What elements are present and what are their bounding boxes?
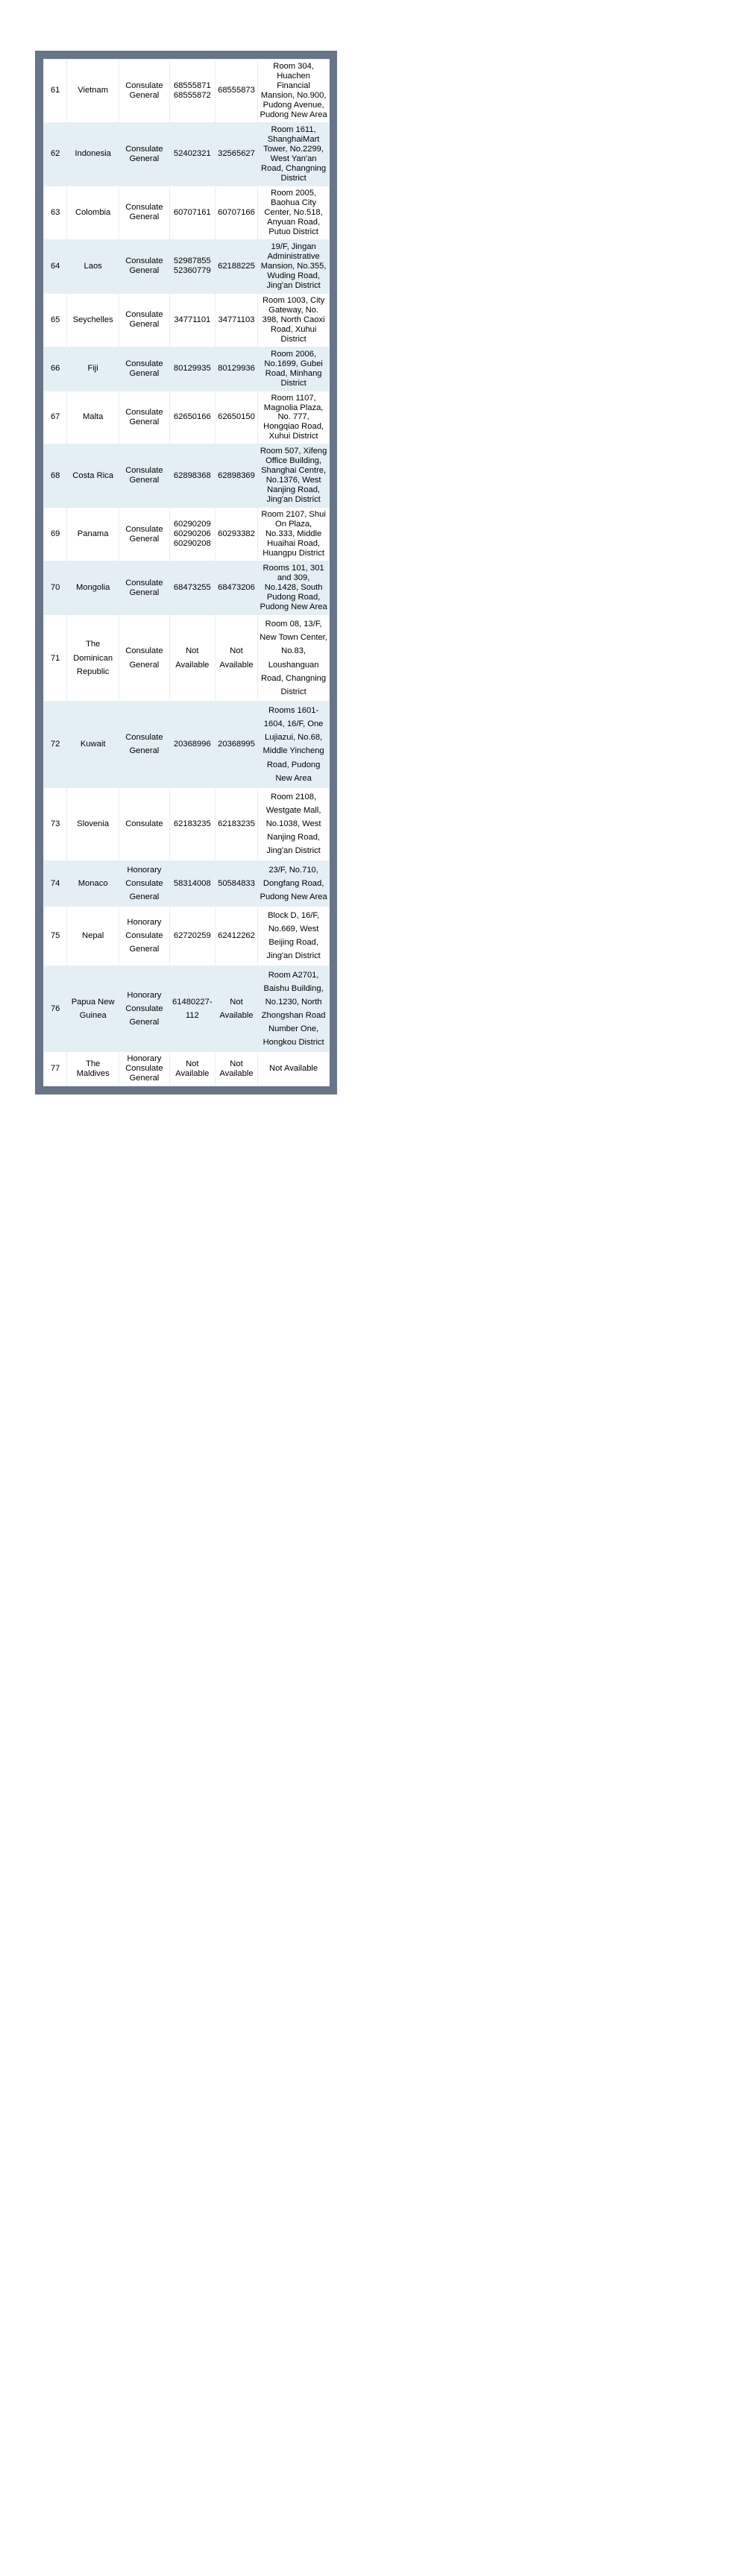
cell-number: 71: [44, 615, 67, 702]
cell-number: 76: [44, 966, 67, 1052]
cell-type: Consulate General: [119, 508, 169, 561]
cell-telephone: 34771101: [169, 293, 215, 347]
cell-number: 66: [44, 347, 67, 391]
cell-country: Colombia: [67, 186, 119, 239]
cell-telephone: 60707161: [169, 186, 215, 239]
table-row: [44, 347, 330, 391]
cell-address: Room 304, Huachen Financial Mansion, No.900, Pudong Avenue, Pudong New Area: [258, 60, 330, 123]
cell-fax: 32565627: [215, 122, 257, 186]
table-frame: [35, 51, 337, 1095]
cell-fax: 62183235: [215, 787, 257, 860]
cell-number: 65: [44, 293, 67, 347]
cell-address: Room 507, Xifeng Office Building, Shanghai Centre, No.1376, West Nanjing Road, Jing'an District: [258, 444, 330, 508]
cell-telephone: 62183235: [169, 787, 215, 860]
cell-type: Consulate General: [119, 702, 169, 788]
cell-fax: 60707166: [215, 186, 257, 239]
cell-address: Block D, 16/F, No.669, West Beijing Road, Jing'an District: [258, 907, 330, 966]
table-row: [44, 1052, 330, 1086]
cell-type: Consulate General: [119, 60, 169, 123]
cell-address: Room A2701, Baishu Building, No.1230, North Zhongshan Road Number One, Hongkou District: [258, 966, 330, 1052]
cell-number: 70: [44, 561, 67, 615]
cell-fax: Not Available: [215, 1052, 257, 1086]
cell-type: Consulate General: [119, 239, 169, 293]
cell-telephone: 68555871 68555872: [169, 60, 215, 123]
cell-country: Vietnam: [67, 60, 119, 123]
cell-address: Room 1611, ShanghaiMart Tower, No.2299, West Yan'an Road, Changning District: [258, 122, 330, 186]
table-row: [44, 508, 330, 561]
cell-telephone: Not Available: [169, 1052, 215, 1086]
cell-country: Laos: [67, 239, 119, 293]
cell-type: Consulate General: [119, 444, 169, 508]
cell-number: 69: [44, 508, 67, 561]
cell-country: The Dominican Republic: [67, 615, 119, 702]
cell-country: Fiji: [67, 347, 119, 391]
cell-type: Consulate General: [119, 615, 169, 702]
cell-type: Honorary Consulate General: [119, 860, 169, 906]
cell-fax: 68473206: [215, 561, 257, 615]
table-row: [44, 615, 330, 702]
cell-number: 75: [44, 907, 67, 966]
table-row: [44, 561, 330, 615]
cell-telephone: 62898368: [169, 444, 215, 508]
cell-type: Consulate General: [119, 293, 169, 347]
cell-address: 23/F, No.710, Dongfang Road, Pudong New Area: [258, 860, 330, 906]
table-row: [44, 966, 330, 1052]
cell-country: Papua New Guinea: [67, 966, 119, 1052]
cell-address: Rooms 101, 301 and 309, No.1428, South Pudong Road, Pudong New Area: [258, 561, 330, 615]
cell-address: Rooms 1601-1604, 16/F, One Lujiazui, No.68, Middle Yincheng Road, Pudong New Area: [258, 702, 330, 788]
cell-address: Room 08, 13/F, New Town Center, No.83, Loushanguan Road, Changning District: [258, 615, 330, 702]
cell-telephone: 52402321: [169, 122, 215, 186]
table-row: [44, 391, 330, 444]
cell-type: Consulate General: [119, 391, 169, 444]
cell-fax: Not Available: [215, 615, 257, 702]
table-row: [44, 907, 330, 966]
cell-country: Panama: [67, 508, 119, 561]
cell-address: 19/F, Jingan Administrative Mansion, No.355, Wuding Road, Jing'an District: [258, 239, 330, 293]
table-row: [44, 293, 330, 347]
cell-telephone: 61480227-112: [169, 966, 215, 1052]
cell-country: Malta: [67, 391, 119, 444]
cell-number: 61: [44, 60, 67, 123]
table-row: [44, 787, 330, 860]
cell-fax: 62650150: [215, 391, 257, 444]
cell-country: Monaco: [67, 860, 119, 906]
cell-type: Consulate General: [119, 122, 169, 186]
cell-fax: 62898369: [215, 444, 257, 508]
cell-number: 68: [44, 444, 67, 508]
cell-type: Honorary Consulate General: [119, 966, 169, 1052]
table-row: [44, 444, 330, 508]
cell-address: Room 1107, Magnolia Plaza, No. 777, Hongqiao Road, Xuhui District: [258, 391, 330, 444]
cell-type: Consulate General: [119, 186, 169, 239]
cell-number: 77: [44, 1052, 67, 1086]
cell-type: Consulate General: [119, 347, 169, 391]
cell-country: Nepal: [67, 907, 119, 966]
cell-fax: 50584833: [215, 860, 257, 906]
cell-fax: 68555873: [215, 60, 257, 123]
cell-address: Room 1003, City Gateway, No. 398, North Caoxi Road, Xuhui District: [258, 293, 330, 347]
cell-number: 73: [44, 787, 67, 860]
cell-number: 64: [44, 239, 67, 293]
cell-telephone: 20368996: [169, 702, 215, 788]
cell-country: Indonesia: [67, 122, 119, 186]
cell-type: Consulate General: [119, 561, 169, 615]
cell-fax: 34771103: [215, 293, 257, 347]
cell-type: Consulate: [119, 787, 169, 860]
table-row: [44, 702, 330, 788]
cell-country: Seychelles: [67, 293, 119, 347]
cell-number: 72: [44, 702, 67, 788]
cell-telephone: 58314008: [169, 860, 215, 906]
table-row: [44, 122, 330, 186]
table-row: [44, 860, 330, 906]
cell-type: Honorary Consulate General: [119, 1052, 169, 1086]
cell-type: Honorary Consulate General: [119, 907, 169, 966]
table-row: [44, 186, 330, 239]
cell-address: Room 2006, No.1699, Gubei Road, Minhang District: [258, 347, 330, 391]
cell-telephone: 62720259: [169, 907, 215, 966]
cell-telephone: 62650166: [169, 391, 215, 444]
cell-fax: 62412262: [215, 907, 257, 966]
cell-telephone: 68473255: [169, 561, 215, 615]
cell-number: 62: [44, 122, 67, 186]
cell-fax: 80129936: [215, 347, 257, 391]
cell-address: Not Available: [258, 1052, 330, 1086]
cell-country: Costa Rica: [67, 444, 119, 508]
cell-country: Kuwait: [67, 702, 119, 788]
cell-fax: 20368995: [215, 702, 257, 788]
cell-number: 74: [44, 860, 67, 906]
cell-country: Mongolia: [67, 561, 119, 615]
cell-address: Room 2005, Baohua City Center, No.518, Anyuan Road, Putuo District: [258, 186, 330, 239]
table-row: [44, 239, 330, 293]
cell-telephone: Not Available: [169, 615, 215, 702]
cell-fax: 62188225: [215, 239, 257, 293]
cell-country: The Maldives: [67, 1052, 119, 1086]
table-row: [44, 60, 330, 123]
cell-country: Slovenia: [67, 787, 119, 860]
cell-number: 63: [44, 186, 67, 239]
cell-fax: 60293382: [215, 508, 257, 561]
cell-telephone: 60290209 60290206 60290208: [169, 508, 215, 561]
cell-address: Room 2107, Shui On Plaza, No.333, Middle Huaihai Road, Huangpu District: [258, 508, 330, 561]
table-body: [44, 60, 330, 1086]
cell-address: Room 2108, Westgate Mall, No.1038, West Nanjing Road, Jing'an District: [258, 787, 330, 860]
consulates-table: [43, 59, 330, 1086]
cell-telephone: 80129935: [169, 347, 215, 391]
cell-telephone: 52987855 52360779: [169, 239, 215, 293]
cell-number: 67: [44, 391, 67, 444]
cell-fax: Not Available: [215, 966, 257, 1052]
